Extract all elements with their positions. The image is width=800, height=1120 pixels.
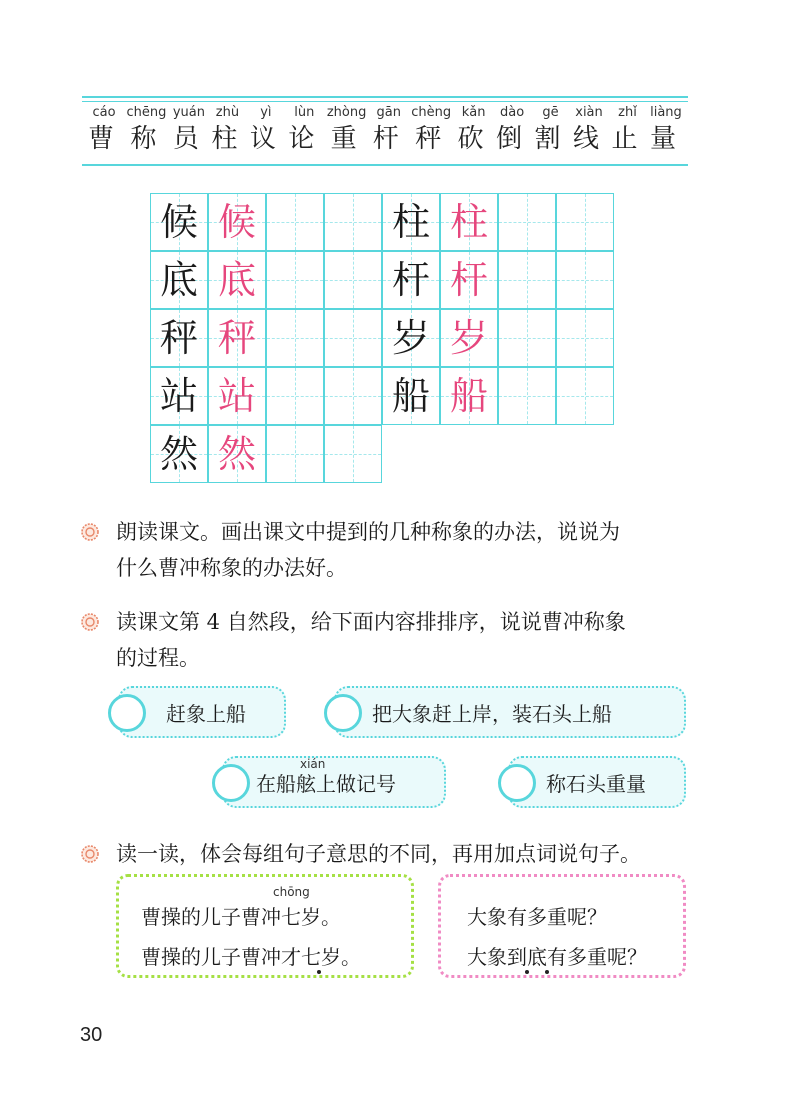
vocab-pinyin: zhù [215,105,240,120]
sequence-option-b[interactable] [334,686,686,738]
grid-cell-blank[interactable] [324,193,382,251]
grid-cell-blank[interactable] [556,309,614,367]
grid-cell-blank[interactable] [324,309,382,367]
vocab-char: 倒 [496,124,529,154]
grid-cell-blank[interactable] [556,367,614,425]
sequence-option-a-label: 赶象上船 [166,701,246,726]
exercise-3 [80,836,720,872]
grid-cell-blank[interactable] [266,367,324,425]
grid-cell-blank[interactable] [324,425,382,483]
chong-pinyin: chōng [273,885,310,899]
model-character: 底 [159,258,198,302]
vocab-word [496,104,528,154]
vocab-char: 员 [172,124,205,154]
grid-cell-blank[interactable] [324,251,382,309]
vocab-pinyin: chèng [411,105,452,120]
trace-character: 柱 [449,200,488,244]
trace-character: 底 [217,258,256,302]
grid-cell-blank[interactable] [266,309,324,367]
model-character: 柱 [391,200,430,244]
vocab-char: 重 [330,124,363,154]
vocab-word [458,104,490,154]
vocab-char: 砍 [457,124,490,154]
model-character: 候 [159,200,198,244]
grid-cell-model [150,425,208,483]
vocab-pinyin: yuán [172,105,205,120]
vocab-pinyin: zhǐ [618,105,637,120]
order-circle[interactable] [108,694,146,732]
vocab-pinyin: liàng [650,105,682,120]
grid-cell-model [150,193,208,251]
exercise-2 [80,604,720,676]
exercise-1 [80,514,720,586]
grid-cell-blank[interactable] [266,425,324,483]
vocab-char: 线 [573,124,606,154]
vocab-char: 量 [649,124,682,154]
vocab-word [535,104,567,154]
grid-cell-trace [208,251,266,309]
grid-cell-trace [440,251,498,309]
order-circle[interactable] [324,694,362,732]
page-number: 30 [80,1024,103,1046]
vocab-pinyin: zhòng [326,105,367,120]
grid-cell-trace [440,193,498,251]
grid-cell-trace [208,367,266,425]
trace-character: 秤 [217,316,256,360]
trace-character: 岁 [449,316,488,360]
vocab-word [211,104,243,154]
pink-sentence-2: 大象到底有多重呢？ [467,945,647,969]
order-circle[interactable] [212,764,250,802]
grid-cell-blank[interactable] [498,251,556,309]
vocab-word [650,104,682,154]
grid-cell-blank[interactable] [498,367,556,425]
vocab-pinyin: yì [260,105,272,120]
sequence-option-c[interactable] [222,756,446,808]
grid-cell-blank[interactable] [498,193,556,251]
emphasis-dot [525,970,529,974]
exercise-2-line1: 读课文第 4 自然段，给下面内容排排序，说说曹冲称象 [116,610,626,634]
sequence-option-d-label: 称石头重量 [546,771,646,796]
vocab-word [327,104,367,154]
exercise-bullet-icon [80,844,100,864]
grid-cell-blank[interactable] [556,193,614,251]
vocab-pinyin: lùn [294,105,315,120]
vocab-words [88,104,682,154]
xian-pinyin: xián [300,757,326,771]
pink-sentence-1: 大象有多重呢？ [467,905,607,929]
trace-character: 船 [449,374,488,418]
vocab-word [126,104,166,154]
vocab-pinyin: dào [499,105,525,120]
sentence-box-green [116,874,414,978]
vocab-char: 论 [288,124,321,154]
model-character: 秤 [159,316,198,360]
sequence-option-c-label: 在船舷上做记号 [256,771,396,796]
sequence-option-a[interactable] [118,686,286,738]
grid-cell-trace [208,193,266,251]
model-character: 站 [159,374,198,418]
trace-character: 然 [217,432,256,476]
grid-cell-model [382,251,440,309]
exercise-2-line2: 的过程。 [116,646,200,670]
exercise-bullet-icon [80,612,100,632]
emphasis-dot [317,970,321,974]
vocab-word [373,104,405,154]
model-character: 岁 [391,316,430,360]
grid-cell-blank[interactable] [324,367,382,425]
exercise-3-line1: 读一读，体会每组句子意思的不同，再用加点词说句子。 [116,842,641,866]
vocab-strip [82,96,688,166]
grid-cell-model [382,193,440,251]
vocab-word [411,104,451,154]
order-circle[interactable] [498,764,536,802]
grid-cell-model [382,367,440,425]
green-sentence-2: 曹操的儿子曹冲才七岁。 [141,945,361,969]
sequence-option-d[interactable] [508,756,686,808]
vocab-pinyin: gē [542,105,559,120]
vocab-char: 称 [130,124,163,154]
green-sentence-1: 曹操的儿子曹冲七岁。 [141,905,341,929]
grid-cell-trace [440,367,498,425]
grid-cell-trace [208,309,266,367]
grid-cell-trace [208,425,266,483]
vocab-pinyin: xiàn [575,105,603,120]
grid-cell-blank[interactable] [556,251,614,309]
vocab-word [88,104,120,154]
vocab-word [250,104,282,154]
vocab-pinyin: gān [376,105,402,120]
vocab-pinyin: chēng [126,105,167,120]
vocab-word [573,104,605,154]
model-character: 然 [159,432,198,476]
grid-cell-trace [440,309,498,367]
grid-cell-model [150,309,208,367]
trace-character: 站 [217,374,256,418]
sequence-option-b-label: 把大象赶上岸，装石头上船 [372,701,612,726]
vocab-char: 杆 [372,124,405,154]
grid-cell-model [150,367,208,425]
vocab-char: 曹 [88,124,121,154]
vocab-char: 柱 [211,124,244,154]
vocab-pinyin: cáo [92,105,116,120]
grid-cell-blank[interactable] [266,193,324,251]
exercise-1-line2: 什么曹冲称象的办法好。 [116,556,347,580]
vocab-char: 秤 [415,124,448,154]
model-character: 船 [391,374,430,418]
exercise-bullet-icon [80,522,100,542]
model-character: 杆 [391,258,430,302]
grid-cell-blank[interactable] [266,251,324,309]
vocab-char: 议 [249,124,282,154]
grid-cell-model [382,309,440,367]
trace-character: 杆 [449,258,488,302]
exercise-1-line1: 朗读课文。画出课文中提到的几种称象的办法，说说为 [116,520,620,544]
grid-cell-model [150,251,208,309]
trace-character: 候 [217,200,256,244]
vocab-word [288,104,320,154]
vocab-char: 割 [534,124,567,154]
vocab-word [611,104,643,154]
vocab-word [173,104,205,154]
vocab-pinyin: kǎn [461,105,486,120]
grid-cell-blank[interactable] [498,309,556,367]
sentence-box-pink [438,874,686,978]
emphasis-dot [545,970,549,974]
writing-grid [150,193,618,489]
vocab-char: 止 [611,124,644,154]
